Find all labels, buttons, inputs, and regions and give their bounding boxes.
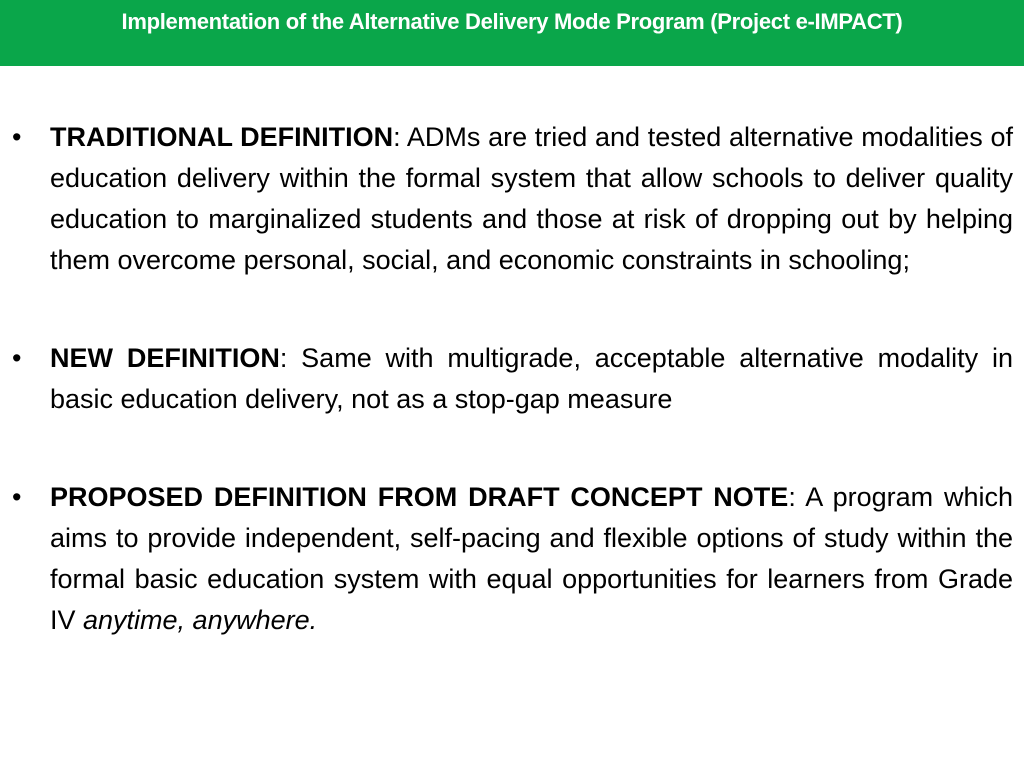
slide-header-bar xyxy=(0,0,1024,66)
bullet-emphasis: anytime, anywhere. xyxy=(83,605,318,635)
bullet-icon: • xyxy=(12,482,22,512)
bullet-proposed-definition xyxy=(12,477,1013,641)
bullet-separator: : xyxy=(788,482,796,512)
bullet-term: TRADITIONAL DEFINITION xyxy=(50,122,394,152)
bullet-term: PROPOSED DEFINITION FROM DRAFT CONCEPT NOTE xyxy=(50,482,789,512)
bullet-icon: • xyxy=(12,122,22,152)
slide-body xyxy=(12,117,1013,641)
bullet-separator: : xyxy=(393,122,401,152)
bullet-text: A program which aims to provide independent, self-pacing and flexible options of study within the formal basic education system with equal opportunities for learners from Grade IV xyxy=(50,482,1014,635)
bullet-icon: • xyxy=(12,343,22,373)
slide-title: Implementation of the Alternative Delivery Mode Program (Project e-IMPACT) xyxy=(121,9,903,34)
bullet-text: ADMs are tried and tested alternative modalities of education delivery within the formal system that allow schools to deliver quality education to marginalized students and those at risk of dropping out by helping them overcome personal, social, and economic constraints in schooling; xyxy=(50,122,1013,275)
bullet-term: NEW DEFINITION xyxy=(50,343,280,373)
bullet-new-definition xyxy=(12,338,1013,420)
bullet-text: Same with multigrade, acceptable alternative modality in basic education delivery, not as a stop-gap measure xyxy=(50,343,1013,414)
bullet-traditional-definition xyxy=(12,117,1013,281)
bullet-separator: : xyxy=(279,343,288,373)
